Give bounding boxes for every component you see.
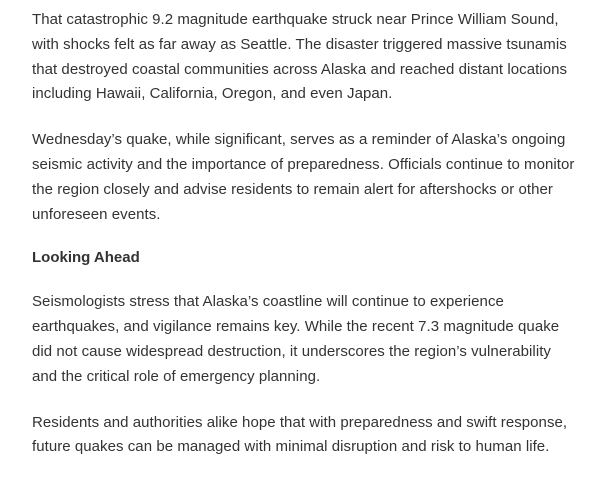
paragraph-earthquake-history: That catastrophic 9.2 magnitude earthquake struck near Prince William Sound, with shocks felt as far away as Seattle. The disaster triggered massive tsunamis that destroyed coastal communities across Alaska and reached distant locations including Hawaii, California, Oregon, and even Japan. — [32, 11, 568, 103]
section-heading-looking-ahead: Looking Ahead — [32, 249, 140, 267]
paragraph-seismologists: Seismologists stress that Alaska’s coastline will continue to experience earthquakes, and vigilance remains key. While the recent 7.3 magnitude quake did not cause widespread destruction, it underscores the region’s vulnerability and the critical role of emergency planning. — [32, 293, 560, 385]
paragraph-wednesday-quake: Wednesday’s quake, while significant, serves as a reminder of Alaska’s ongoing seismic activity and the importance of preparedness. Officials continue to monitor the region closely and advise residents to remain alert for aftershocks or other unforeseen events. — [32, 131, 575, 223]
paragraph-residents-authorities: Residents and authorities alike hope that with preparedness and swift response, future quakes can be managed with minimal disruption and risk to human life. — [32, 413, 568, 456]
